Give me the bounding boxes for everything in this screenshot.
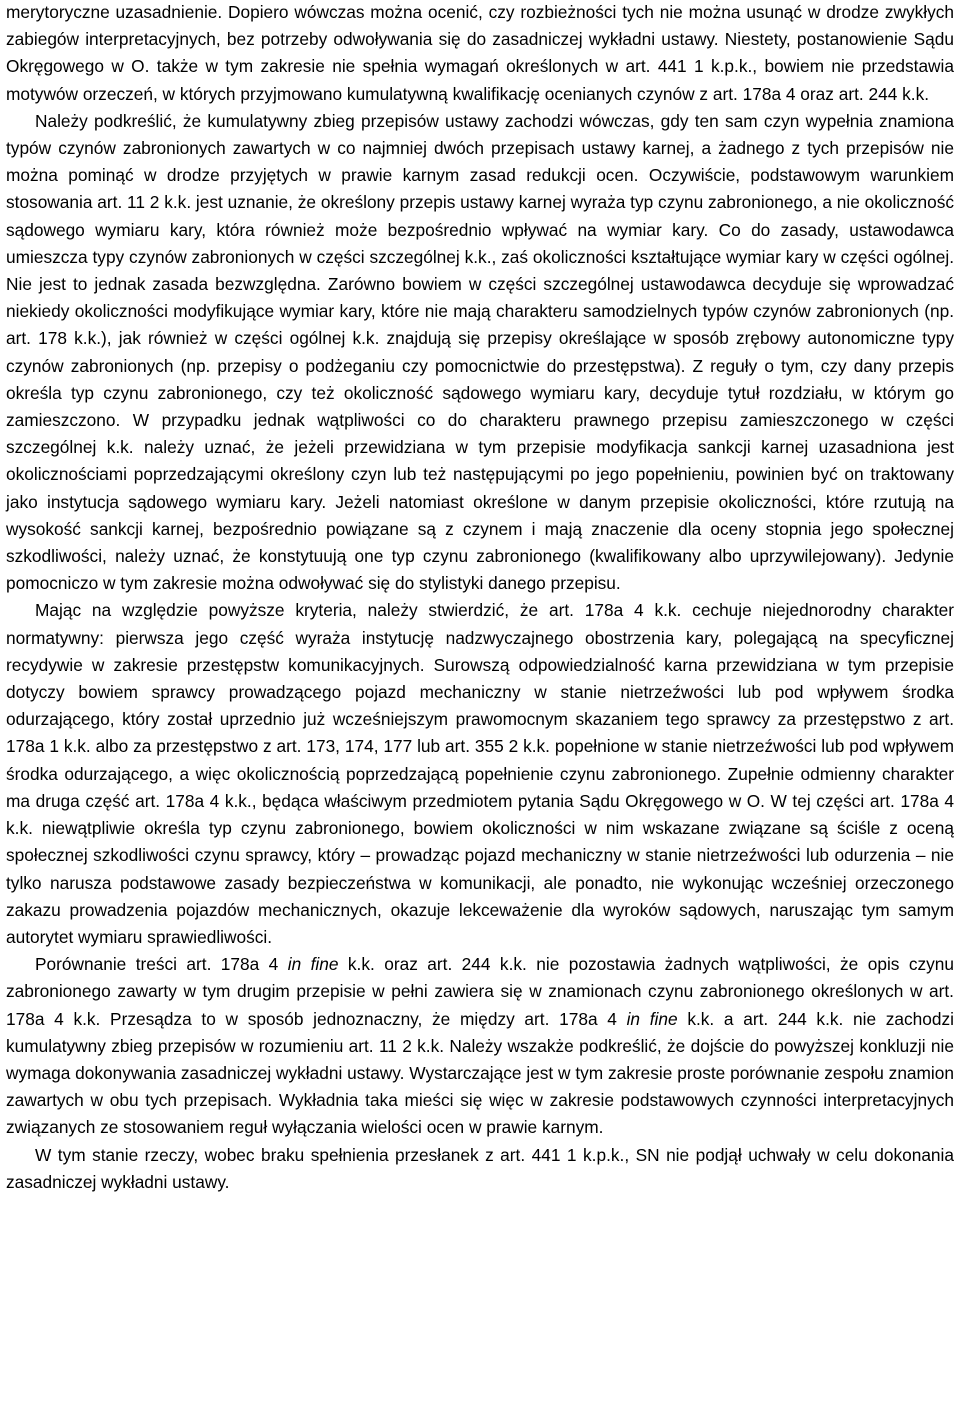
paragraph-text: Należy podkreślić, że kumulatywny zbieg przepisów ustawy zachodzi wówczas, gdy ten sam czyn wypełnia znamiona typów czynów zabronionych zawartych w co najmniej dwóch przepisach ustawy karnej, a żadnego z tych przepisów nie można pominąć w drodze przyjętych w prawie karnym zasad redukcji ocen. Oczywiście, podstawowym warunkiem stosowania art. 11 2 k.k. jest uznanie, że określony przepis ustawy karnej wyraża typ czynu zabronionego, a nie okoliczność sądowego wymiaru kary, która również może bezpośrednio wpływać na wymiar kary. Co do zasady, ustawodawca umieszcza typy czynów zabronionych w części szczególnej k.k., zaś okoliczności kształtujące wymiar kary w części ogólnej. Nie jest to jednak zasada bezwzględna. Zarówno bowiem w części szczególnej ustawodawca decyduje się wprowadzać niekiedy okoliczności modyfikujące wymiar kary, które nie mają charakteru samodzielnych typów czynów zabronionych (np. art. 178 k.k.), jak również w części ogólnej k.k. znajdują się przepisy określające w sposób zrębowy autonomiczne typy czynów zabronionych (np. przepisy o podżeganiu czy pomocnictwie do przestępstwa). Z reguły o tym, czy dany przepis określa typ czynu zabronionego, czy też okoliczność sądowego wymiaru kary, decyduje tytuł rozdziału, w którym go zamieszczono. W przypadku jednak wątpliwości co do charakteru prawnego przepisu zamieszczonego w części szczególnej k.k. należy uznać, że jeżeli przewidziana w tym przepisie modyfikacja sankcji karnej uzasadniona jest okolicznościami poprzedzającymi określony czyn lub też następującymi po jego popełnieniu, powinien być on traktowany jako instytucja sądowego wymiaru kary. Jeżeli natomiast określone w danym przepisie okoliczności, które rzutują na wysokość sankcji karnej, bezpośrednio powiązane są z czynem i mają znaczenie dla oceny stopnia jego społecznej szkodliwości, należy uznać, że konstytuują one typ czynu zabronionego (kwalifikowany albo uprzywilejowany). Jedynie pomocniczo w tym zakresie można odwoływać się do stylistyki danego przepisu.: [6, 110, 954, 594]
paragraph-text: k.k. a art. 244 k.k. nie zachodzi kumulatywny zbieg przepisów w rozumieniu art. 11 2 k.k. Należy wszakże podkreślić, że dojście do powyższej konkluzji nie wymaga dokonywania zasadniczej wykładni ustawy. Wystarczające jest w tym zakresie proste porównanie zespołu znamion zawartych w obu tych przepisach. Wykładnia taka mieści się więc w zakresie podstawowych czynności interpretacyjnych związanych ze stosowaniem reguł wyłączania wielości ocen w prawie karnym.: [6, 1008, 954, 1138]
paragraph-text: Porównanie treści art. 178a 4: [35, 954, 288, 975]
paragraph-text: Mając na względzie powyższe kryteria, należy stwierdzić, że art. 178a 4 k.k. cechuje niejednorodny charakter normatywny: pierwsza jego część wyraża instytucję nadzwyczajnego obostrzenia kary, polegającą na specyficznej recydywie w zakresie przestępstw komunikacyjnych. Surowszą odpowiedzialność karna przewidziana w tym przepisie dotyczy bowiem sprawcy prowadzącego pojazd mechaniczny w stanie nietrzeźwości lub pod wpływem środka odurzającego, który został uprzednio już wcześniejszym prawomocnym skazaniem tego sprawcy za przestępstwo z art. 178a 1 k.k. albo za przestępstwo z art. 173, 174, 177 lub art. 355 2 k.k. popełnione w stanie nietrzeźwości lub pod wpływem środka odurzającego, a więc okolicznością poprzedzającą popełnienie czynu zabronionego. Zupełnie odmienny charakter ma druga część art. 178a 4 k.k., będąca właściwym przedmiotem pytania Sądu Okręgowego w O. W tej części art. 178a 4 k.k. niewątpliwie określa typ czynu zabronionego, bowiem okoliczności w nim wskazane związane są ściśle z oceną społecznej szkodliwości czynu sprawcy, który – prowadząc pojazd mechaniczny w stanie nietrzeźwości lub odurzenia – nie tylko narusza podstawowe zasady bezpieczeństwa w komunikacji, ale ponadto, nie wykonując wcześniej orzeczonego zakazu prowadzenia pojazdów mechanicznych, okazuje lekceważenie dla wyroków sądowych, naruszając tym samym autorytet wymiaru sprawiedliwości.: [6, 600, 954, 947]
paragraph-5: [6, 1142, 954, 1196]
paragraph-2: [6, 108, 954, 598]
paragraph-4: [6, 951, 954, 1141]
paragraph-1: [6, 0, 954, 108]
paragraph-text: merytoryczne uzasadnienie. Dopiero wówczas można ocenić, czy rozbieżności tych nie można usunąć w drodze zwykłych zabiegów interpretacyjnych, bez potrzeby odwoływania się do zasadniczej wykładni ustawy. Niestety, postanowienie Sądu Okręgowego w O. także w tym zakresie nie spełnia wymagań określonych w art. 441 1 k.p.k., bowiem nie przedstawia motywów orzeczeń, w których przyjmowano kumulatywną kwalifikację ocenianych czynów z art. 178a 4 oraz art. 244 k.k.: [6, 2, 954, 104]
paragraph-3: [6, 597, 954, 951]
italic-phrase: in fine: [626, 1008, 678, 1029]
paragraph-text: k.k. oraz art. 244 k.k. nie pozostawia żadnych wątpliwości, że opis czynu zabronionego zawarty w tym drugim przepisie w pełni zawiera się w znamionach czynu zabronionego określonych w art. 178a 4 k.k. Przesądza to w sposób jednoznaczny, że między art. 178a 4: [6, 954, 954, 1029]
paragraph-text: W tym stanie rzeczy, wobec braku spełnienia przesłanek z art. 441 1 k.p.k., SN nie podjął uchwały w celu dokonania zasadniczej wykładni ustawy.: [6, 1144, 954, 1192]
italic-phrase: in fine: [287, 954, 339, 975]
